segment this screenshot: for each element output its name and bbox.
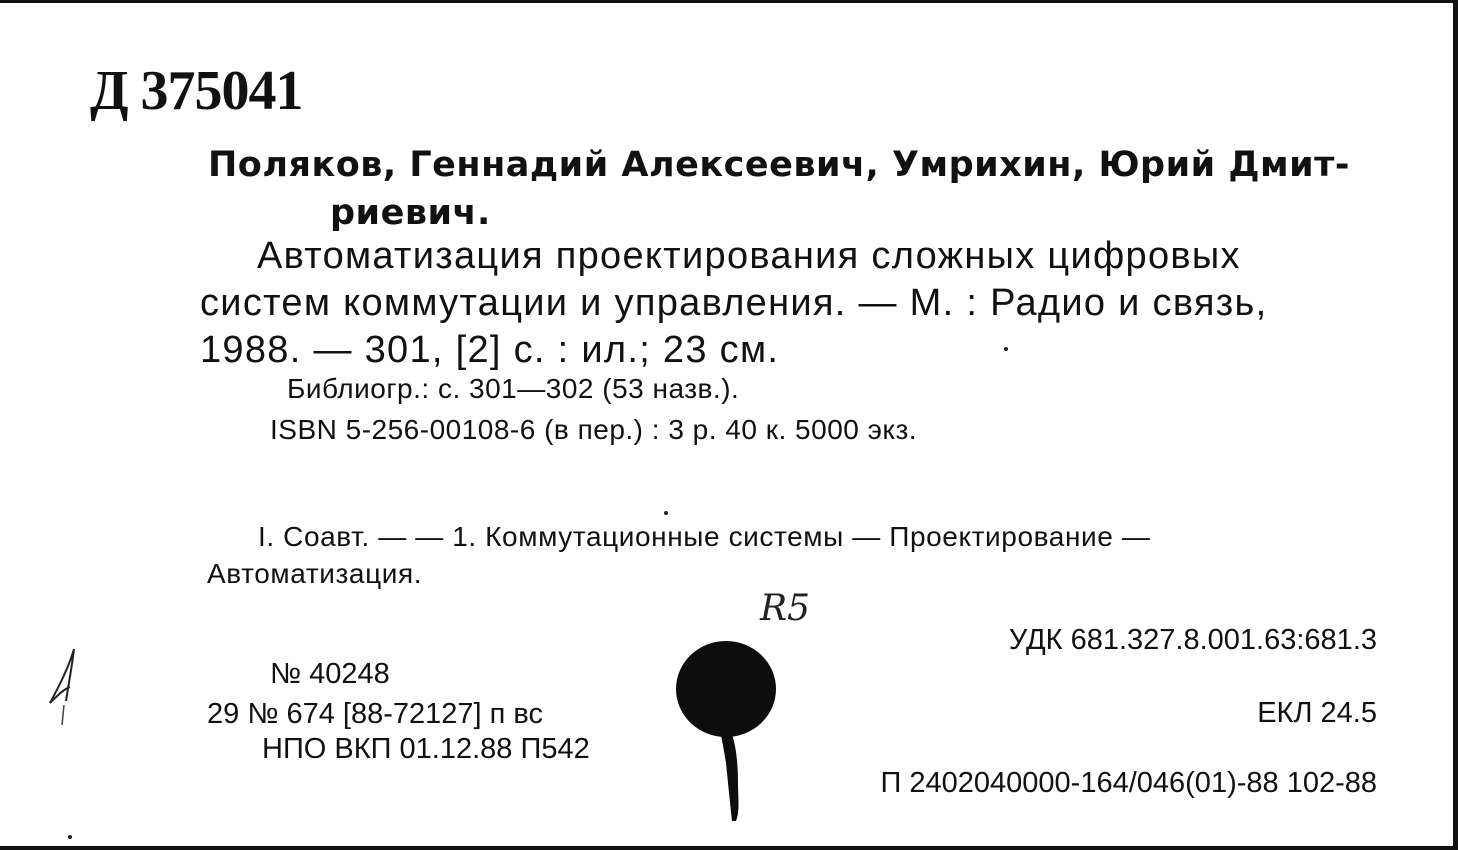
ekl-code: ЕКЛ 24.5 [1257,697,1377,729]
speck [664,511,668,515]
title-line-3: 1988. — 301, [2] с. : ил.; 23 см. [200,329,780,371]
speck [68,835,72,839]
author-line-1: Поляков, Геннадий Алексеевич, Умрихин, Юрий Дмит- [208,145,1350,185]
call-number: Д 375041 [90,60,303,122]
order-line: 29 № 674 [88-72127] п вс [207,698,543,730]
bibliography-note: Библиогр.: с. 301—302 (53 назв.). [287,373,740,404]
tracing-line-2: Автоматизация. [207,558,423,589]
issuer-line: НПО ВКП 01.12.88 П542 [262,733,590,765]
speck [1004,347,1008,351]
author-line-2: риевич. [330,193,491,233]
title-line-1: Автоматизация проектирования сложных цифровых [257,235,1241,277]
udk-code: УДК 681.327.8.001.63:681.3 [1008,624,1377,656]
price-code: П 2402040000-164/046(01)-88 102-88 [880,767,1377,799]
handwritten-mark-icon [40,643,90,733]
handwritten-code: R5 [760,588,811,629]
registration-number: № 40248 [270,658,390,690]
isbn-note: ISBN 5-256-00108-6 (в пер.) : 3 р. 40 к. 5000 экз. [270,414,918,445]
tracing-line-1: I. Соавт. — — 1. Коммутационные системы — Проектирование — [258,521,1151,552]
ink-blob-icon [672,633,782,823]
title-line-2: систем коммутации и управления. — М. : Радио и связь, [200,282,1268,324]
